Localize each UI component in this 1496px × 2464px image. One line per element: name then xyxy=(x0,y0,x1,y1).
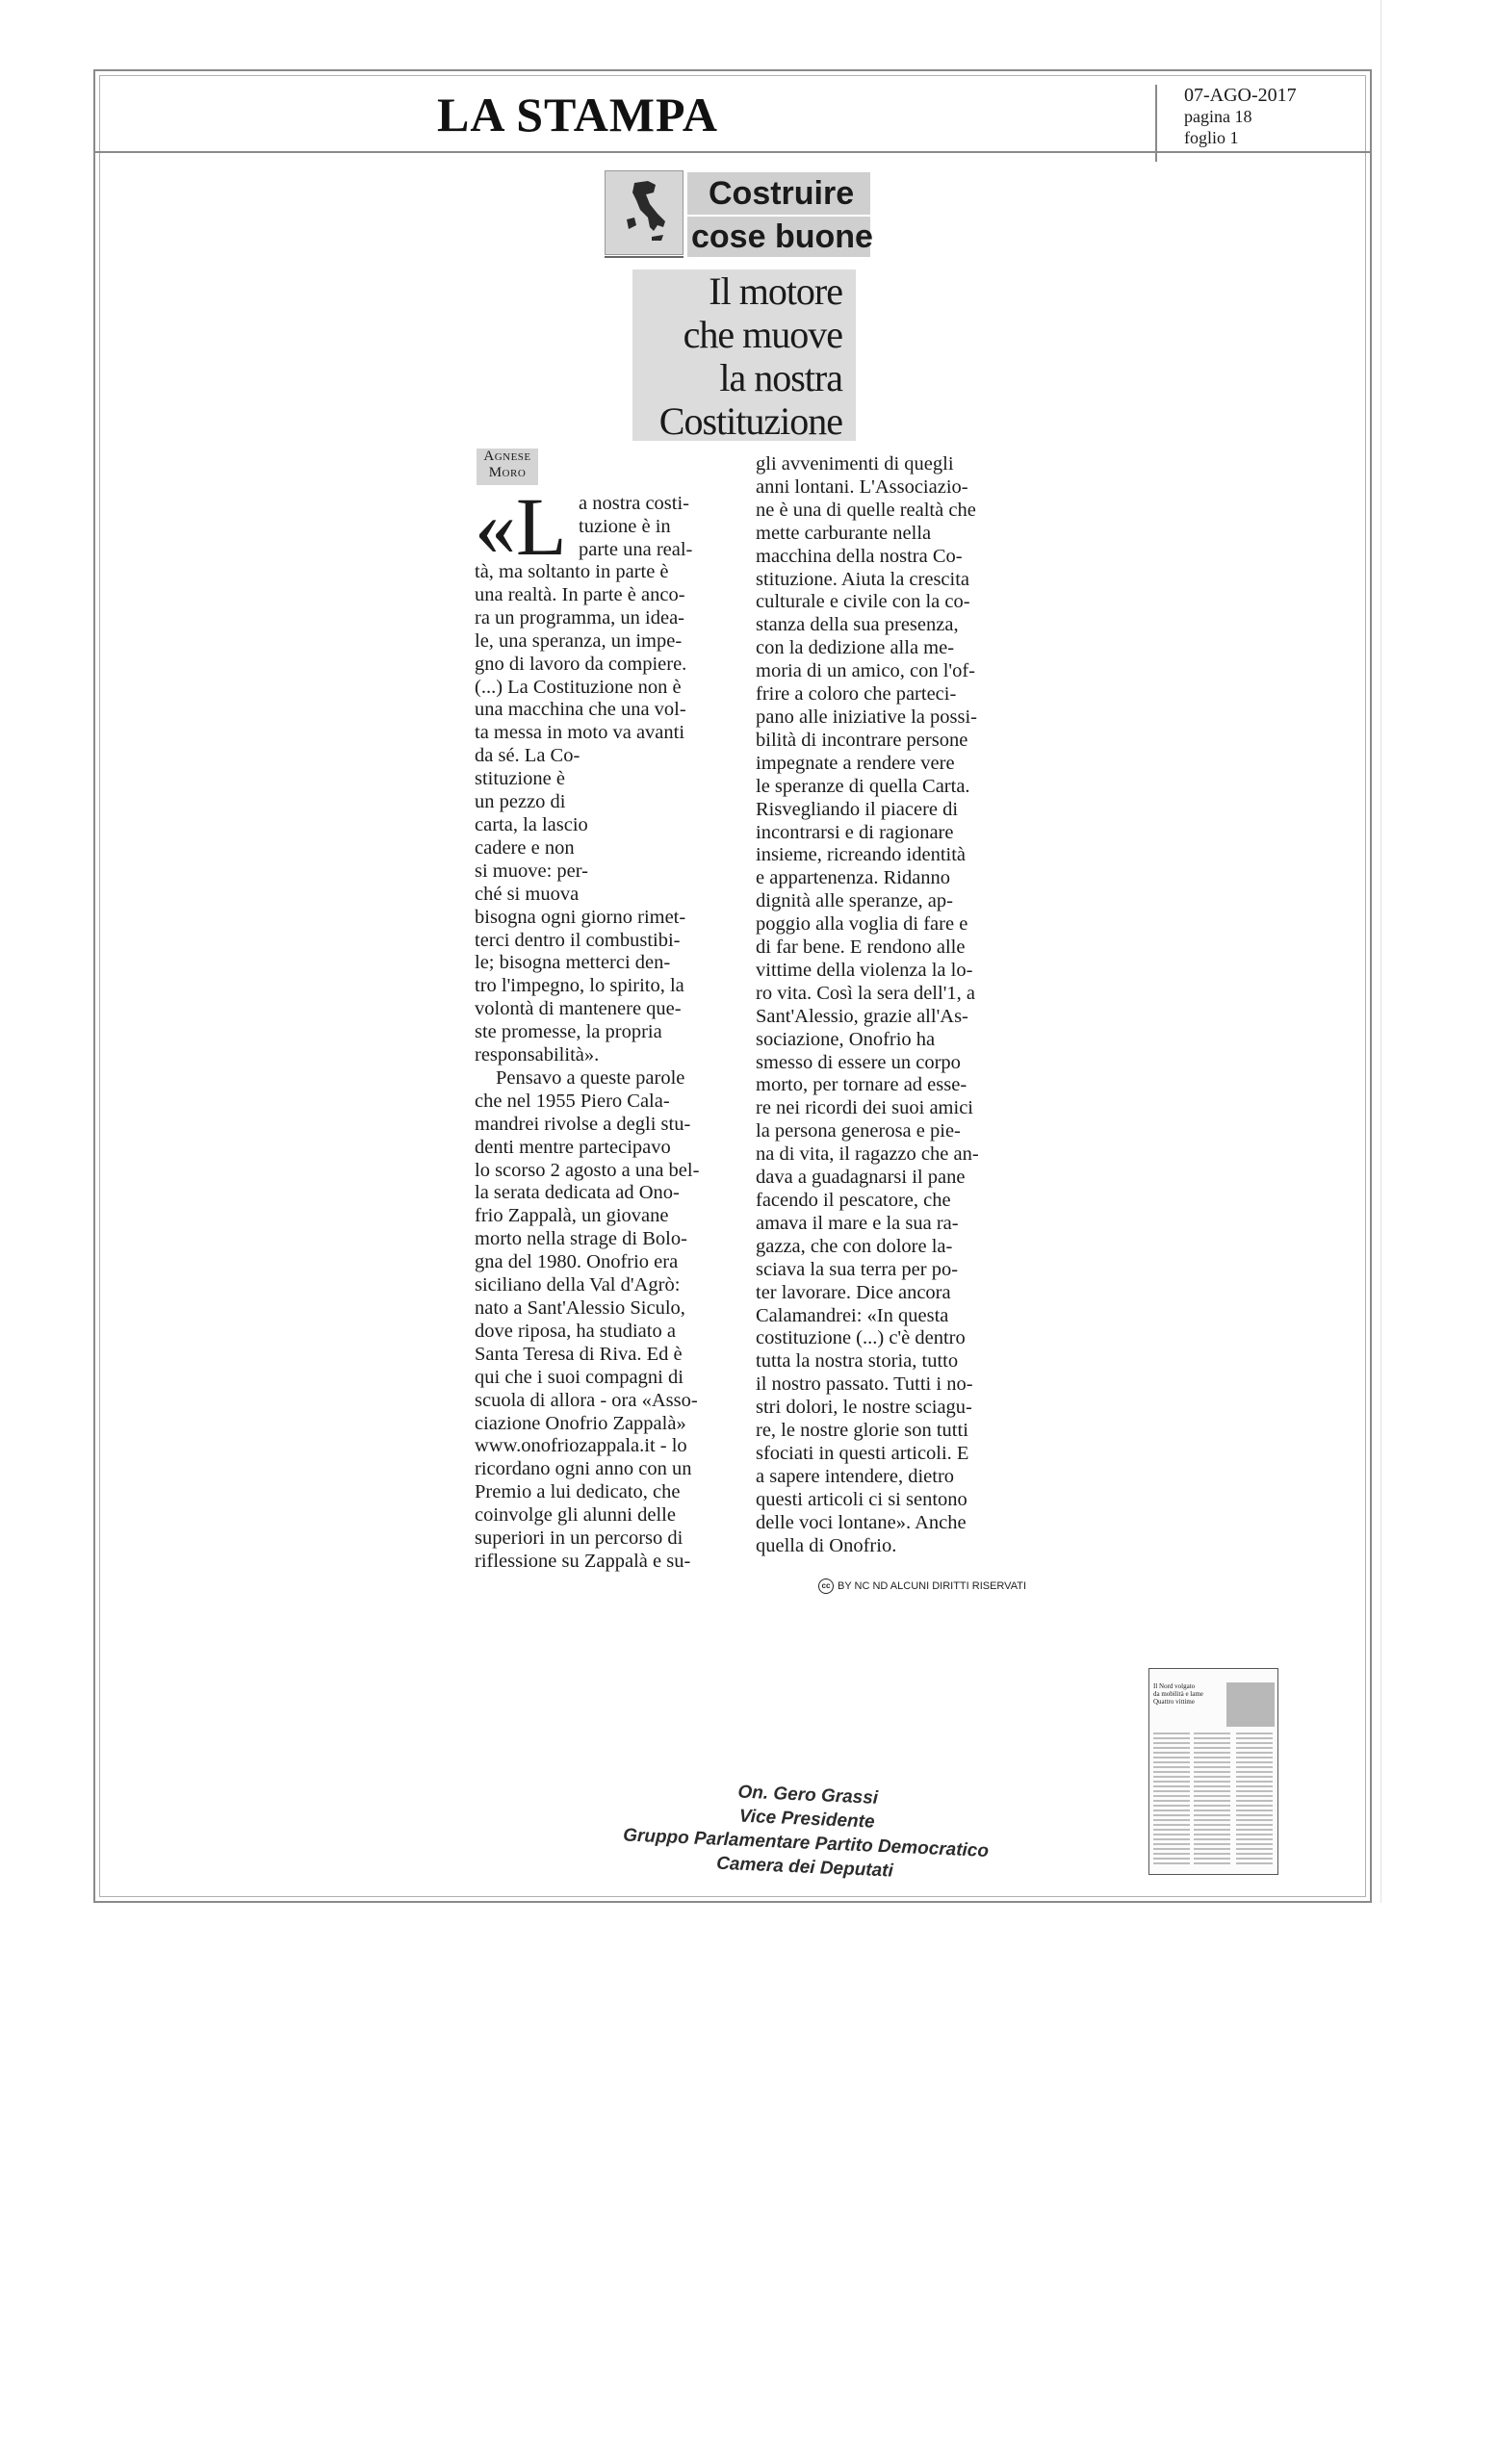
thumbnail-line xyxy=(1236,1853,1273,1855)
thumbnail-line xyxy=(1236,1843,1273,1845)
thumbnail-line xyxy=(1236,1805,1273,1807)
text-line: facendo il pescatore, che xyxy=(756,1190,951,1211)
thumbnail-line xyxy=(1153,1810,1190,1811)
thumbnail-line xyxy=(1194,1732,1230,1734)
text-line: mette carburante nella xyxy=(756,522,932,544)
thumbnail-line xyxy=(1194,1862,1230,1864)
clipping-page: pagina 18 xyxy=(1184,107,1252,126)
thumbnail-line xyxy=(1153,1776,1190,1778)
page-thumbnail xyxy=(1148,1668,1278,1875)
text-line: culturale e civile con la co- xyxy=(756,591,970,613)
text-line: incontrarsi e di ragionare xyxy=(756,821,954,843)
thumbnail-line xyxy=(1194,1747,1230,1749)
signature-stamp xyxy=(612,1775,1001,1887)
text-line: bisogna ogni giorno rimet- xyxy=(475,906,686,928)
text-line: morto, per tornare ad esse- xyxy=(756,1074,967,1096)
thumbnail-line xyxy=(1194,1814,1230,1816)
text-line: si muove: per- xyxy=(475,860,589,882)
thumbnail-line xyxy=(1194,1843,1230,1845)
text-line: ste promesse, la propria xyxy=(475,1021,662,1043)
text-line: quella di Onofrio. xyxy=(756,1534,897,1556)
thumbnail-line xyxy=(1236,1737,1273,1739)
kicker-line-1: Costruire xyxy=(687,172,870,215)
text-line: Sant'Alessio, grazie all'As- xyxy=(756,1005,968,1027)
thumbnail-line xyxy=(1153,1838,1190,1840)
text-line: vittime della violenza la lo- xyxy=(756,959,973,981)
thumbnail-line xyxy=(1153,1800,1190,1802)
text-line: sfociati in questi articoli. E xyxy=(756,1442,969,1464)
text-line: tuzione è in xyxy=(579,515,671,537)
thumbnail-line xyxy=(1153,1781,1190,1783)
italy-map-graphic xyxy=(606,171,683,254)
thumbnail-line xyxy=(1194,1761,1230,1763)
thumbnail-line xyxy=(1194,1737,1230,1739)
thumbnail-line xyxy=(1194,1752,1230,1754)
text-line: insieme, ricreando identità xyxy=(756,844,967,866)
text-line: ciazione Onofrio Zappalà» xyxy=(475,1412,686,1434)
thumbnail-line xyxy=(1153,1829,1190,1831)
text-line: la persona generosa e pie- xyxy=(756,1120,961,1142)
thumbnail-line xyxy=(1153,1814,1190,1816)
dropcap-lines xyxy=(579,493,692,562)
clipping-date: 07-AGO-2017 xyxy=(1184,85,1297,106)
text-line: lo scorso 2 agosto a una bel- xyxy=(475,1159,700,1181)
text-line: le speranze di quella Carta. xyxy=(756,775,970,797)
thumbnail-line xyxy=(1153,1732,1190,1734)
text-line: dignità alle speranze, ap- xyxy=(756,890,953,912)
thumbnail-line xyxy=(1236,1781,1273,1783)
thumbnail-line xyxy=(1194,1766,1230,1768)
text-line: na di vita, il ragazzo che an- xyxy=(756,1143,979,1166)
thumbnail-line xyxy=(1236,1757,1273,1758)
text-line: riflessione su Zappalà e su- xyxy=(475,1550,691,1572)
scan-artifact-line xyxy=(1380,0,1381,1903)
license-note xyxy=(818,1578,1026,1594)
thumbnail-line xyxy=(1194,1776,1230,1778)
thumbnail-line xyxy=(1194,1819,1230,1821)
author-first-name: Agnese xyxy=(483,449,531,464)
thumbnail-line xyxy=(1236,1814,1273,1816)
thumbnail-line xyxy=(1153,1737,1190,1739)
headline-line: Il motore xyxy=(709,270,842,313)
text-line: poggio alla voglia di fare e xyxy=(756,913,968,936)
text-line: moria di un amico, con l'of- xyxy=(756,660,975,682)
signature-group: Gruppo Parlamentare Partito Democratico xyxy=(622,1825,990,1861)
thumbnail-line xyxy=(1153,1771,1190,1773)
text-line: questi articoli ci si sentono xyxy=(756,1488,967,1510)
thumbnail-line xyxy=(1236,1742,1273,1744)
thumbnail-line xyxy=(1236,1795,1273,1797)
text-line: sciava la sua terra per po- xyxy=(756,1258,959,1280)
text-line: stanza della sua presenza, xyxy=(756,614,959,636)
text-line: stituzione è xyxy=(475,768,565,790)
thumbnail-line xyxy=(1153,1862,1190,1864)
signature-chamber: Camera dei Deputati xyxy=(715,1853,894,1882)
text-line: di far bene. E rendono alle xyxy=(756,937,966,959)
text-line: stituzione. Aiuta la crescita xyxy=(756,568,970,590)
thumbnail-line xyxy=(1194,1829,1230,1831)
text-line: il nostro passato. Tutti i no- xyxy=(756,1373,973,1396)
text-line: ne è una di quelle realtà che xyxy=(756,499,976,521)
thumbnail-line xyxy=(1153,1785,1190,1787)
text-line: ra un programma, un idea- xyxy=(475,606,685,629)
text-line: terci dentro il combustibi- xyxy=(475,929,681,951)
thumbnail-line xyxy=(1194,1810,1230,1811)
thumbnail-title: Il Nord volgato da mobilità e lame Quattro vittime xyxy=(1153,1682,1203,1706)
text-line: macchina della nostra Co- xyxy=(756,545,963,567)
clipping-sheet: foglio 1 xyxy=(1184,128,1239,147)
text-line: siciliano della Val d'Agrò: xyxy=(475,1274,681,1296)
text-line: volontà di mantenere que- xyxy=(475,998,682,1020)
text-line: che nel 1955 Piero Cala- xyxy=(475,1090,670,1112)
headline-line: Costituzione xyxy=(658,399,842,443)
text-line: nato a Sant'Alessio Siculo, xyxy=(475,1297,685,1319)
thumbnail-line xyxy=(1194,1757,1230,1758)
thumbnail-line xyxy=(1194,1834,1230,1835)
text-line: costituzione (...) c'è dentro xyxy=(756,1327,966,1349)
thumbnail-line xyxy=(1194,1824,1230,1826)
thumbnail-line xyxy=(1236,1732,1273,1734)
text-line: mandrei rivolse a degli stu- xyxy=(475,1113,691,1135)
text-line: frio Zappalà, un giovane xyxy=(475,1205,669,1227)
article-column-left xyxy=(475,480,720,1574)
text-line: gli avvenimenti di quegli xyxy=(756,453,954,475)
kicker-rule xyxy=(605,256,684,258)
thumbnail-line xyxy=(1236,1810,1273,1811)
headline-line: la nostra xyxy=(719,356,842,399)
text-line: impegnate a rendere vere xyxy=(756,752,955,774)
thumbnail-line xyxy=(1236,1761,1273,1763)
text-line: una macchina che una vol- xyxy=(475,699,686,721)
text-line: parte una real- xyxy=(579,538,693,560)
text-line: delle voci lontane». Anche xyxy=(756,1511,967,1533)
text-line: tro l'impegno, lo spirito, la xyxy=(475,975,684,997)
thumbnail-line xyxy=(1236,1747,1273,1749)
text-line: smesso di essere un corpo xyxy=(756,1051,961,1073)
thumbnail-line xyxy=(1194,1771,1230,1773)
text-line: Calamandrei: «In questa xyxy=(756,1304,949,1326)
signature-name: On. Gero Grassi xyxy=(737,1782,879,1809)
thumbnail-line xyxy=(1236,1752,1273,1754)
text-line: dava a guadagnarsi il pane xyxy=(756,1167,966,1189)
text-line: coinvolge gli alunni delle xyxy=(475,1504,676,1527)
text-line: la serata dedicata ad Ono- xyxy=(475,1182,680,1204)
thumbnail-line xyxy=(1236,1834,1273,1835)
newspaper-masthead: LA STAMPA xyxy=(437,88,718,141)
text-line: gazza, che con dolore la- xyxy=(756,1235,953,1257)
thumbnail-line xyxy=(1194,1795,1230,1797)
text-line: una realtà. In parte è anco- xyxy=(475,583,685,605)
thumbnail-line xyxy=(1153,1858,1190,1860)
thumbnail-line xyxy=(1236,1862,1273,1864)
thumbnail-line xyxy=(1153,1766,1190,1768)
text-line: re nei ricordi dei suoi amici xyxy=(756,1097,973,1119)
text-line: gna del 1980. Onofrio era xyxy=(475,1251,679,1273)
license-text: BY NC ND ALCUNI DIRITTI RISERVATI xyxy=(838,1579,1026,1592)
text-line: a sapere intendere, dietro xyxy=(756,1465,955,1487)
text-line: www.onofriozappala.it - lo xyxy=(475,1435,687,1457)
text-line: e appartenenza. Ridanno xyxy=(756,867,951,889)
text-line: ricordano ogni anno con un xyxy=(475,1458,692,1480)
thumbnail-line xyxy=(1194,1848,1230,1850)
text-line: scuola di allora - ora «Asso- xyxy=(475,1389,698,1411)
text-line: Risvegliando il piacere di xyxy=(756,798,959,820)
headline-line: che muove xyxy=(683,313,842,356)
text-line: anni lontani. L'Associazio- xyxy=(756,475,968,498)
text-line: ché si muova xyxy=(475,883,580,905)
thumbnail-line xyxy=(1153,1742,1190,1744)
text-line: amava il mare e la sua ra- xyxy=(756,1212,959,1234)
thumbnail-line xyxy=(1194,1781,1230,1783)
thumbnail-line xyxy=(1153,1805,1190,1807)
text-line: responsabilità». xyxy=(475,1044,600,1066)
thumbnail-line xyxy=(1153,1761,1190,1763)
text-line: sociazione, Onofrio ha xyxy=(756,1028,936,1050)
text-line: frire a coloro che parteci- xyxy=(756,683,957,706)
thumbnail-line xyxy=(1194,1742,1230,1744)
thumbnail-line xyxy=(1236,1848,1273,1850)
text-line: Santa Teresa di Riva. Ed è xyxy=(475,1343,683,1365)
thumbnail-line xyxy=(1153,1819,1190,1821)
text-line: un pezzo di xyxy=(475,791,566,813)
thumbnail-line xyxy=(1153,1747,1190,1749)
thumbnail-line xyxy=(1236,1824,1273,1826)
thumbnail-line xyxy=(1153,1790,1190,1792)
thumbnail-line xyxy=(1236,1790,1273,1792)
text-line: pano alle iniziative la possi- xyxy=(756,706,977,728)
text-line: denti mentre partecipavo xyxy=(475,1136,671,1158)
thumbnail-line xyxy=(1194,1790,1230,1792)
text-line: re, le nostre glorie son tutti xyxy=(756,1420,968,1442)
thumbnail-line xyxy=(1236,1819,1273,1821)
text-line: gno di lavoro da compiere. xyxy=(475,653,687,675)
right-column-lines xyxy=(756,453,998,1558)
dropcap: «L xyxy=(475,480,567,573)
thumbnail-line xyxy=(1194,1853,1230,1855)
text-line: da sé. La Co- xyxy=(475,745,580,767)
text-line: (...) La Costituzione non è xyxy=(475,676,682,698)
text-line: carta, la lascio xyxy=(475,813,588,835)
text-line: le, una speranza, un impe- xyxy=(475,629,683,652)
text-line: stri dolori, le nostre sciagu- xyxy=(756,1397,972,1419)
article-column-right xyxy=(756,453,998,1558)
text-line: ro vita. Così la sera dell'1, a xyxy=(756,982,975,1004)
text-line: a nostra costi- xyxy=(579,493,689,514)
thumbnail-line xyxy=(1153,1848,1190,1850)
text-line: le; bisogna metterci den- xyxy=(475,952,671,974)
thumbnail-line xyxy=(1153,1824,1190,1826)
thumbnail-line xyxy=(1236,1766,1273,1768)
thumbnail-line xyxy=(1153,1834,1190,1835)
italy-map-icon xyxy=(605,170,684,255)
text-line: tà, ma soltanto in parte è xyxy=(475,561,669,582)
thumbnail-line xyxy=(1194,1858,1230,1860)
text-line: Premio a lui dedicato, che xyxy=(475,1481,681,1503)
text-line: con la dedizione alla me- xyxy=(756,637,955,659)
thumbnail-line xyxy=(1236,1776,1273,1778)
left-column-lines-2 xyxy=(475,1091,720,1574)
text-line: dove riposa, ha studiato a xyxy=(475,1320,676,1342)
text-line: morto nella strage di Bolo- xyxy=(475,1228,687,1250)
clipping-info xyxy=(1155,85,1372,162)
text-line: ta messa in moto va avanti xyxy=(475,722,685,744)
thumbnail-line xyxy=(1236,1829,1273,1831)
thumbnail-photo xyxy=(1226,1682,1275,1727)
text-line: tutta la nostra storia, tutto xyxy=(756,1350,959,1373)
kicker-line-2: cose buone xyxy=(687,217,870,257)
thumbnail-line xyxy=(1236,1771,1273,1773)
article-headline xyxy=(616,270,842,443)
paragraph-start-line: Pensavo a queste parole xyxy=(496,1066,685,1089)
thumbnail-line xyxy=(1153,1843,1190,1845)
thumbnail-line xyxy=(1153,1752,1190,1754)
thumbnail-line xyxy=(1194,1838,1230,1840)
text-line: cadere e non xyxy=(475,836,575,859)
author-last-name: Moro xyxy=(488,465,527,480)
thumbnail-line xyxy=(1236,1785,1273,1787)
thumbnail-line xyxy=(1194,1800,1230,1802)
signature-role: Vice Presidente xyxy=(738,1806,875,1833)
text-line: superiori in un percorso di xyxy=(475,1527,684,1550)
text-line: qui che i suoi compagni di xyxy=(475,1366,684,1388)
thumbnail-line xyxy=(1236,1800,1273,1802)
thumbnail-line xyxy=(1194,1805,1230,1807)
thumbnail-line xyxy=(1194,1785,1230,1787)
creative-commons-icon: cc xyxy=(818,1578,834,1594)
thumbnail-line xyxy=(1153,1757,1190,1758)
left-column-lines xyxy=(475,561,720,1067)
section-kicker xyxy=(605,170,872,257)
text-line: bilità di incontrare persone xyxy=(756,729,968,751)
thumbnail-line xyxy=(1236,1838,1273,1840)
thumbnail-line xyxy=(1153,1795,1190,1797)
thumbnail-line xyxy=(1153,1853,1190,1855)
text-line: ter lavorare. Dice ancora xyxy=(756,1281,951,1303)
thumbnail-line xyxy=(1236,1858,1273,1860)
